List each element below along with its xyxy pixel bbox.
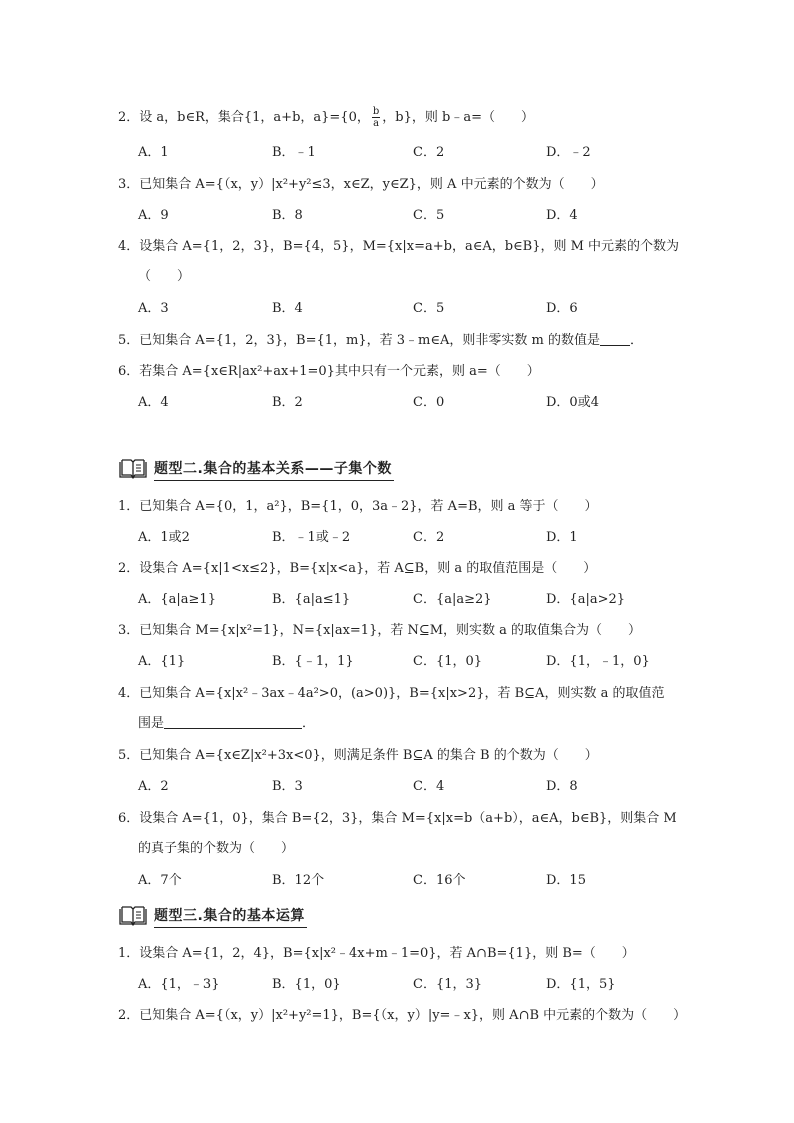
question-text: 1．设集合 A={1，2，4}，B={x|x²﹣4x+m﹣1=0}，若 A∩B={1}，则 B=（ ） xyxy=(118,946,635,961)
option-d[interactable]: D．{1，5} xyxy=(546,977,616,992)
question-s2-2 xyxy=(118,559,678,579)
question-text: 5．已知集合 A={1，2，3}，B={1，m}，若 3﹣m∈A，则非零实数 m 的数值是 xyxy=(118,333,600,348)
option-d[interactable]: D．{1，﹣1，0} xyxy=(546,654,650,669)
option-a[interactable]: A．9 xyxy=(138,208,169,223)
option-a[interactable]: A．1或2 xyxy=(138,530,190,545)
question-text: 6．设集合 A={1，0}，集合 B={2，3}，集合 M={x|x=b（a+b），a∈A，b∈B}，则集合 M xyxy=(118,811,677,826)
option-b[interactable]: B．﹣1 xyxy=(272,145,316,160)
question-continuation: 的真子集的个数为（ ） xyxy=(138,841,295,856)
option-d[interactable]: D．15 xyxy=(546,873,586,888)
option-c[interactable]: C．4 xyxy=(413,779,445,794)
option-b[interactable]: B．12个 xyxy=(272,873,325,888)
question-s3-2 xyxy=(118,1006,687,1026)
option-b[interactable]: B．8 xyxy=(272,208,303,223)
option-a[interactable]: A．4 xyxy=(138,395,169,410)
question-text-end: ，b}，则 b﹣a=（ ） xyxy=(382,110,534,125)
options-s2-3 xyxy=(138,652,658,672)
question-text: 2．设 a，b∈R，集合{1，a+b，a}={0， xyxy=(118,110,370,125)
option-a[interactable]: A．1 xyxy=(138,145,169,160)
option-a[interactable]: A．2 xyxy=(138,779,169,794)
question-text: 3．已知集合 M={x|x²=1}，N={x|ax=1}，若 N⊆M，则实数 a 的取值集合为（ ） xyxy=(118,623,642,638)
question-s3-1 xyxy=(118,944,678,964)
option-b[interactable]: B．﹣1或﹣2 xyxy=(272,530,351,545)
question-s1-6 xyxy=(118,362,678,382)
option-b[interactable]: B．{﹣1，1} xyxy=(272,654,354,669)
answer-blank[interactable] xyxy=(164,714,302,729)
option-c[interactable]: C．{1，3} xyxy=(413,977,483,992)
question-s2-3 xyxy=(118,621,678,641)
option-c[interactable]: C．5 xyxy=(413,301,445,316)
question-s2-6 xyxy=(118,809,678,859)
question-text: 5．已知集合 A={x∈Z|x²+3x<0}，则满足条件 B⊆A 的集合 B 的个数为（ ） xyxy=(118,748,598,763)
option-c[interactable]: C．5 xyxy=(413,208,445,223)
question-text: 2．已知集合 A={（x，y）|x²+y²=1}，B={（x，y）|y=﹣x}，则 A∩B 中元素的个数为（ ） xyxy=(118,1008,687,1023)
option-d[interactable]: D．﹣2 xyxy=(546,145,591,160)
answer-blank[interactable] xyxy=(600,331,630,346)
options-s2-2 xyxy=(138,590,658,610)
question-text: 1．已知集合 A={0，1，a²}，B={1，0，3a﹣2}，若 A=B，则 a 等于（ ） xyxy=(118,499,598,514)
question-s2-5 xyxy=(118,746,678,766)
question-continuation: （ ） xyxy=(138,269,191,284)
option-d[interactable]: D．{a|a>2} xyxy=(546,592,626,607)
option-d[interactable]: D．0或4 xyxy=(546,395,599,410)
option-b[interactable]: B．3 xyxy=(272,779,303,794)
question-s2-1 xyxy=(118,497,678,517)
section-header-2 xyxy=(118,456,394,482)
options-s2-6 xyxy=(138,871,658,891)
question-s2-4 xyxy=(118,684,678,734)
section-title: 题型二.集合的基本关系——子集个数 xyxy=(154,458,394,481)
option-c[interactable]: C．16个 xyxy=(413,873,466,888)
book-icon xyxy=(118,458,148,480)
book-icon xyxy=(118,905,148,927)
option-a[interactable]: A．7个 xyxy=(138,873,182,888)
option-b[interactable]: B．4 xyxy=(272,301,303,316)
options-s2-5 xyxy=(138,777,658,797)
section-header-3 xyxy=(118,903,307,929)
options-s2-1 xyxy=(138,528,658,548)
option-b[interactable]: B．{1，0} xyxy=(272,977,341,992)
question-s1-3 xyxy=(118,175,678,195)
option-c[interactable]: C．{a|a≥2} xyxy=(413,592,492,607)
option-d[interactable]: D．8 xyxy=(546,779,578,794)
option-c[interactable]: C．2 xyxy=(413,530,445,545)
question-s1-4 xyxy=(118,237,678,287)
option-a[interactable]: A．{a|a≥1} xyxy=(138,592,216,607)
option-d[interactable]: D．6 xyxy=(546,301,578,316)
question-s1-2 xyxy=(118,106,678,129)
option-d[interactable]: D．4 xyxy=(546,208,578,223)
option-c[interactable]: C．0 xyxy=(413,395,445,410)
options-s3-1 xyxy=(138,975,658,995)
question-text: 3．已知集合 A={（x，y）|x²+y²≤3，x∈Z，y∈Z}，则 A 中元素的个数为（ ） xyxy=(118,177,604,192)
options-s1-2 xyxy=(138,143,658,163)
option-a[interactable]: A．{1，﹣3} xyxy=(138,977,220,992)
option-b[interactable]: B．{a|a≤1} xyxy=(272,592,351,607)
option-c[interactable]: C．{1，0} xyxy=(413,654,483,669)
question-s1-5: 5．已知集合 A={1，2，3}，B={1，m}，若 3﹣m∈A，则非零实数 m 的数值是 ． xyxy=(118,333,643,348)
options-s1-6 xyxy=(138,393,658,413)
question-text: 4．设集合 A={1，2，3}，B={4，5}，M={x|x=a+b，a∈A，b∈B}，则 M 中元素的个数为 xyxy=(118,239,680,254)
option-d[interactable]: D．1 xyxy=(546,530,578,545)
fraction-b-over-a: $\frac{b}{a}$ xyxy=(372,106,380,129)
options-s1-3 xyxy=(138,206,658,226)
question-continuation: 围是 ． xyxy=(138,716,316,731)
question-text: 4．已知集合 A={x|x²﹣3ax﹣4a²>0，(a>0)}，B={x|x>2}，若 B⊆A，则实数 a 的取值范 xyxy=(118,686,665,701)
options-s1-4 xyxy=(138,299,658,319)
option-a[interactable]: A．3 xyxy=(138,301,169,316)
option-c[interactable]: C．2 xyxy=(413,145,445,160)
question-text: 6．若集合 A={x∈R|ax²+ax+1=0}其中只有一个元素，则 a=（ ） xyxy=(118,364,540,379)
section-title: 题型三.集合的基本运算 xyxy=(154,905,307,928)
option-b[interactable]: B．2 xyxy=(272,395,303,410)
option-a[interactable]: A．{1} xyxy=(138,654,186,669)
question-text: 2．设集合 A={x|1<x≤2}，B={x|x<a}，若 A⊆B，则 a 的取值范围是（ ） xyxy=(118,561,597,576)
